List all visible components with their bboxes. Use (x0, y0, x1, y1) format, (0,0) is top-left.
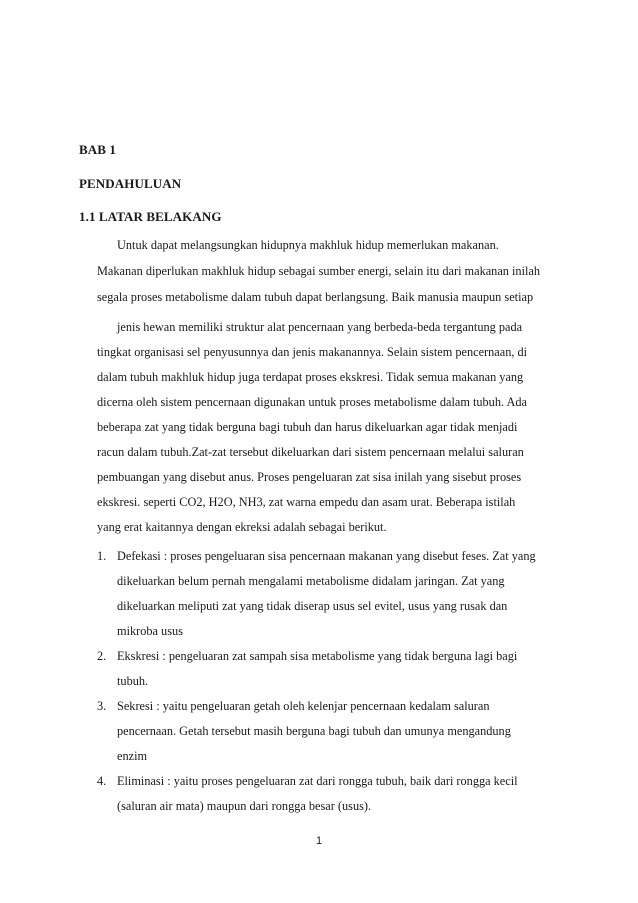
paragraph-line: pembuangan yang disebut anus. Proses pengeluaran zat sisa inilah yang sisebut proses (97, 470, 522, 484)
list-item-line: (saluran air mata) maupun dari rongga besar (usus). (117, 799, 372, 813)
list-item-line: dikeluarkan belum pernah mengalami metabolisme didalam jaringan. Zat yang (117, 574, 505, 588)
list-item-line: Defekasi : proses pengeluaran sisa pencernaan makanan yang disebut feses. Zat yang (117, 549, 536, 563)
chapter-title: PENDAHULUAN (79, 176, 182, 191)
paragraph-line: dicerna oleh sistem pencernaan digunakan untuk proses metabolisme dalam tubuh. Ada (97, 395, 527, 409)
paragraph-line: tingkat organisasi sel penyusunnya dan jenis makanannya. Selain sistem pencernaan, di (97, 345, 528, 359)
paragraph-line: Untuk dapat melangsungkan hidupnya makhluk hidup memerlukan makanan. (117, 238, 499, 252)
paragraph-line: dalam tubuh makhluk hidup juga terdapat proses ekskresi. Tidak semua makanan yang (97, 370, 524, 384)
page-number: 1 (315, 835, 323, 847)
list-item-line: Eliminasi : yaitu proses pengeluaran zat dari rongga tubuh, baik dari rongga kecil (117, 774, 518, 788)
list-number: 3. (97, 699, 107, 713)
list-item-line: Sekresi : yaitu pengeluaran getah oleh kelenjar pencernaan kedalam saluran (117, 699, 490, 713)
list-number: 4. (97, 774, 107, 788)
list-number: 1. (97, 549, 107, 563)
paragraph-line: Makanan diperlukan makhluk hidup sebagai sumber energi, selain itu dari makanan inilah (97, 264, 541, 278)
list-item-line: enzim (117, 749, 148, 763)
paragraph-line: segala proses metabolisme dalam tubuh dapat berlangsung. Baik manusia maupun setiap (97, 290, 534, 304)
list-item-line: mikroba usus (117, 624, 183, 638)
list-item-line: pencernaan. Getah tersebut masih berguna bagi tubuh dan umunya mengandung (117, 724, 511, 738)
paragraph-line: jenis hewan memiliki struktur alat pencernaan yang berbeda-beda tergantung pada (117, 320, 523, 334)
paragraph-line: racun dalam tubuh.Zat-zat tersebut dikeluarkan dari sistem pencernaan melalui saluran (97, 445, 524, 459)
list-number: 2. (97, 649, 107, 663)
list-item-line: Ekskresi : pengeluaran zat sampah sisa metabolisme yang tidak berguna lagi bagi (117, 649, 518, 663)
section-heading: 1.1 LATAR BELAKANG (79, 209, 222, 224)
paragraph-line: beberapa zat yang tidak berguna bagi tubuh dan harus dikeluarkan agar tidak menjadi (97, 420, 518, 434)
chapter-heading: BAB 1 (79, 142, 116, 157)
list-item-line: tubuh. (117, 674, 149, 688)
list-item-line: dikeluarkan meliputi zat yang tidak diserap usus sel evitel, usus yang rusak dan (117, 599, 508, 613)
paragraph-line: ekskresi. seperti CO2, H2O, NH3, zat warna empedu dan asam urat. Beberapa istilah (97, 495, 516, 509)
paragraph-line: yang erat kaitannya dengan ekreksi adalah sebagai berikut. (97, 520, 387, 534)
